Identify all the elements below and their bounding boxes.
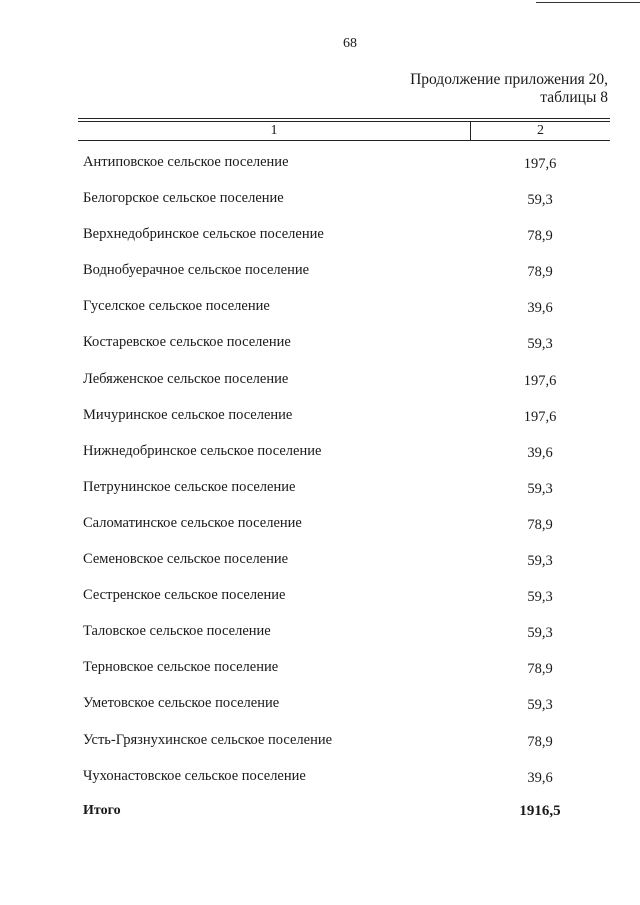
settlement-value: 39,6 <box>527 300 553 317</box>
table-row <box>0 578 640 614</box>
settlement-name: Нижнедобринское сельское поселение <box>83 442 322 459</box>
settlement-name: Лебяженское сельское поселение <box>83 370 289 387</box>
settlement-name: Таловское сельское поселение <box>83 623 271 640</box>
settlement-value: 78,9 <box>527 228 553 245</box>
caption-line-1: Продолжение приложения 20, <box>410 71 608 88</box>
settlement-name: Чухонастовское сельское поселение <box>83 767 306 784</box>
settlement-name: Антиповское сельское поселение <box>83 154 289 170</box>
settlement-name: Семеновское сельское поселение <box>83 551 289 568</box>
settlement-name: Костаревское сельское поселение <box>83 334 291 351</box>
settlement-value: 59,3 <box>527 697 553 714</box>
settlement-value: 59,3 <box>527 625 553 642</box>
settlement-value: 197,6 <box>523 156 557 172</box>
table-top-rule <box>78 118 610 119</box>
table-row <box>0 398 640 434</box>
total-value: 1916,5 <box>519 803 561 819</box>
table-row <box>0 434 640 470</box>
total-row <box>0 803 640 823</box>
settlement-value: 78,9 <box>527 264 553 281</box>
corner-rule <box>536 2 640 3</box>
settlement-value: 197,6 <box>523 372 557 389</box>
table-row <box>0 362 640 398</box>
column-header-2: 2 <box>537 123 544 138</box>
settlement-name: Сестренское сельское поселение <box>83 587 286 604</box>
settlement-value: 78,9 <box>527 661 553 678</box>
table-row <box>0 723 640 759</box>
settlement-value: 59,3 <box>527 589 553 606</box>
settlement-name: Верхнедобринское сельское поселение <box>83 226 324 243</box>
table-row <box>0 614 640 650</box>
settlement-value: 39,6 <box>527 444 553 461</box>
settlement-value: 59,3 <box>527 192 553 209</box>
table-row <box>0 145 640 181</box>
table-row <box>0 650 640 686</box>
table-caption <box>410 71 608 107</box>
table-header-bottom-rule <box>78 140 610 141</box>
settlement-value: 59,3 <box>527 336 553 353</box>
settlement-name: Гуселское сельское поселение <box>83 298 270 315</box>
settlement-name: Мичуринское сельское поселение <box>83 406 293 423</box>
table-row <box>0 289 640 325</box>
page-number: 68 <box>343 36 357 51</box>
table-row <box>0 759 640 795</box>
total-label: Итого <box>83 803 121 818</box>
table-row <box>0 253 640 289</box>
caption-line-2: таблицы 8 <box>540 89 608 106</box>
settlement-value: 59,3 <box>527 553 553 570</box>
table-row <box>0 506 640 542</box>
settlement-name: Белогорское сельское поселение <box>83 190 284 207</box>
table-row <box>0 542 640 578</box>
table-row <box>0 217 640 253</box>
settlement-value: 78,9 <box>527 733 553 750</box>
table-row <box>0 686 640 722</box>
table-row <box>0 325 640 361</box>
settlement-name: Саломатинское сельское поселение <box>83 514 302 531</box>
settlement-name: Петрунинское сельское поселение <box>83 478 296 495</box>
settlement-value: 59,3 <box>527 480 553 497</box>
settlement-name: Уметовское сельское поселение <box>83 695 280 712</box>
settlement-name: Терновское сельское поселение <box>83 659 279 676</box>
settlement-value: 197,6 <box>523 408 557 425</box>
column-header-1: 1 <box>270 123 278 138</box>
table-body <box>0 145 640 795</box>
settlement-value: 78,9 <box>527 516 553 533</box>
table-row <box>0 470 640 506</box>
settlement-name: Усть-Грязнухинское сельское поселение <box>83 731 333 748</box>
table-row <box>0 181 640 217</box>
settlement-value: 39,6 <box>527 769 553 786</box>
settlement-name: Воднобуерачное сельское поселение <box>83 262 310 279</box>
